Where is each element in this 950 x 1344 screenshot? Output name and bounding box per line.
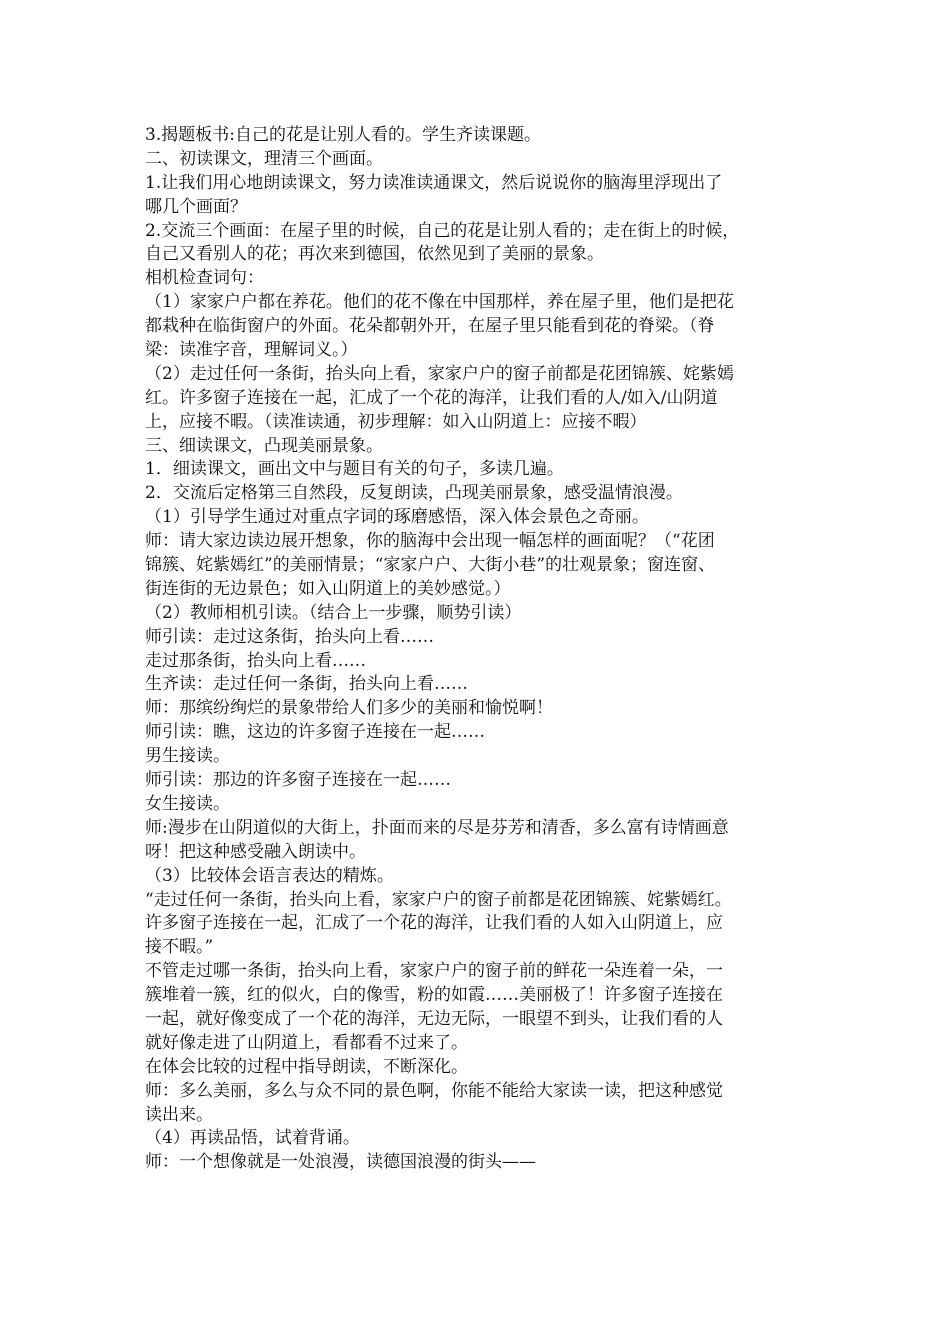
text-line: 师引读：走过这条街，抬头向上看…… bbox=[145, 626, 434, 647]
text-line: 街连街的无边景色；如入山阴道上的美妙感觉。） bbox=[145, 578, 511, 599]
text-line: （4）再读品悟，试着背诵。 bbox=[145, 1128, 360, 1149]
text-line: 锦簇、姹紫嫣红”的美丽情景；“家家户户、大街小巷”的壮观景象；窗连窗、 bbox=[145, 555, 716, 576]
text-line: 师引读：那边的许多窗子连接在一起…… bbox=[145, 770, 451, 791]
text-line: 1．细读课文，画出文中与题目有关的句子，多读几遍。 bbox=[145, 459, 564, 480]
text-line: 都栽种在临街窗户的外面。花朵都朝外开，在屋子里只能看到花的脊梁。（脊 bbox=[145, 316, 715, 337]
text-line: “走过任何一条街，抬头向上看，家家户户的窗子前都是花团锦簇、姹紫嫣红。 bbox=[145, 889, 732, 910]
text-line: （2）教师相机引读。（结合上一步骤，顺势引读） bbox=[145, 602, 522, 623]
text-line: 走过那条街，抬头向上看…… bbox=[145, 650, 366, 671]
text-line: 师：请大家边读边展开想象，你的脑海中会出现一幅怎样的画面呢？（“花团 bbox=[145, 531, 715, 552]
text-line: 在体会比较的过程中指导朗读，不断深化。 bbox=[145, 1056, 468, 1077]
text-line: 红。许多窗子连接在一起，汇成了一个花的海洋，让我们看的人/如入/山阴道 bbox=[145, 387, 718, 408]
text-line: 2.交流三个画面：在屋子里的时候，自己的花是让别人看的；走在街上的时候， bbox=[145, 220, 740, 241]
text-line: 女生接读。 bbox=[145, 793, 230, 814]
text-line: 就好像走进了山阴道上，看都看不过来了。 bbox=[145, 1032, 468, 1053]
text-line: 男生接读。 bbox=[145, 746, 230, 767]
text-line: （1）家家户户都在养花。他们的花不像在中国那样，养在屋子里，他们是把花 bbox=[145, 292, 734, 313]
document-body bbox=[145, 124, 815, 1175]
text-line: 师：那缤纷绚烂的景象带给人们多少的美丽和愉悦啊！ bbox=[145, 698, 553, 719]
text-line: 1.让我们用心地朗读课文，努力读准读通课文，然后说说你的脑海里浮现出了 bbox=[145, 172, 723, 193]
text-line: 读出来。 bbox=[145, 1104, 213, 1125]
text-line: 呀！把这种感受融入朗读中。 bbox=[145, 841, 366, 862]
text-line: 三、细读课文，凸现美丽景象。 bbox=[145, 435, 383, 456]
text-line: 上，应接不暇。（读准读通，初步理解：如入山阴道上：应接不暇） bbox=[145, 411, 647, 432]
text-line: 梁：读准字音，理解词义。） bbox=[145, 340, 358, 361]
text-line: 师：一个想像就是一处浪漫，读德国浪漫的街头—— bbox=[145, 1152, 536, 1173]
text-line: 生齐读：走过任何一条街，抬头向上看…… bbox=[145, 674, 468, 695]
text-line: 师:漫步在山阴道似的大街上，扑面而来的尽是芬芳和清香，多么富有诗情画意 bbox=[145, 817, 729, 838]
text-line: 师引读：瞧，这边的许多窗子连接在一起…… bbox=[145, 722, 485, 743]
text-line: 一起，就好像变成了一个花的海洋，无边无际，一眼望不到头，让我们看的人 bbox=[145, 1008, 723, 1029]
text-line: 二、初读课文，理清三个画面。 bbox=[145, 148, 383, 169]
text-line: 师：多么美丽，多么与众不同的景色啊，你能不能给大家读一读，把这种感觉 bbox=[145, 1080, 723, 1101]
text-line: 相机检查词句： bbox=[145, 268, 264, 289]
text-line: 簇堆着一簇，红的似火，白的像雪，粉的如霞……美丽极了！许多窗子连接在 bbox=[145, 985, 723, 1006]
text-line: （2）走过任何一条街，抬头向上看，家家户户的窗子前都是花团锦簇、姹紫嫣 bbox=[145, 363, 734, 384]
text-line: 许多窗子连接在一起，汇成了一个花的海洋，让我们看的人如入山阴道上，应 bbox=[145, 913, 723, 934]
text-line: 3.揭题板书:自己的花是让别人看的。学生齐读课题。 bbox=[145, 125, 541, 145]
text-line: 接不暇。” bbox=[145, 937, 214, 958]
text-line: （3）比较体会语言表达的精炼。 bbox=[145, 865, 394, 886]
text-line: （1）引导学生通过对重点字词的琢磨感悟，深入体会景色之奇丽。 bbox=[145, 507, 649, 528]
text-line: 2．交流后定格第三自然段，反复朗读，凸现美丽景象，感受温情浪漫。 bbox=[145, 483, 683, 504]
text-line: 自己又看别人的花；再次来到德国，依然见到了美丽的景象。 bbox=[145, 244, 604, 265]
text-line: 哪几个画面？ bbox=[145, 196, 247, 217]
text-line: 不管走过哪一条街，抬头向上看，家家户户的窗子前的鲜花一朵连着一朵，一 bbox=[145, 961, 723, 982]
